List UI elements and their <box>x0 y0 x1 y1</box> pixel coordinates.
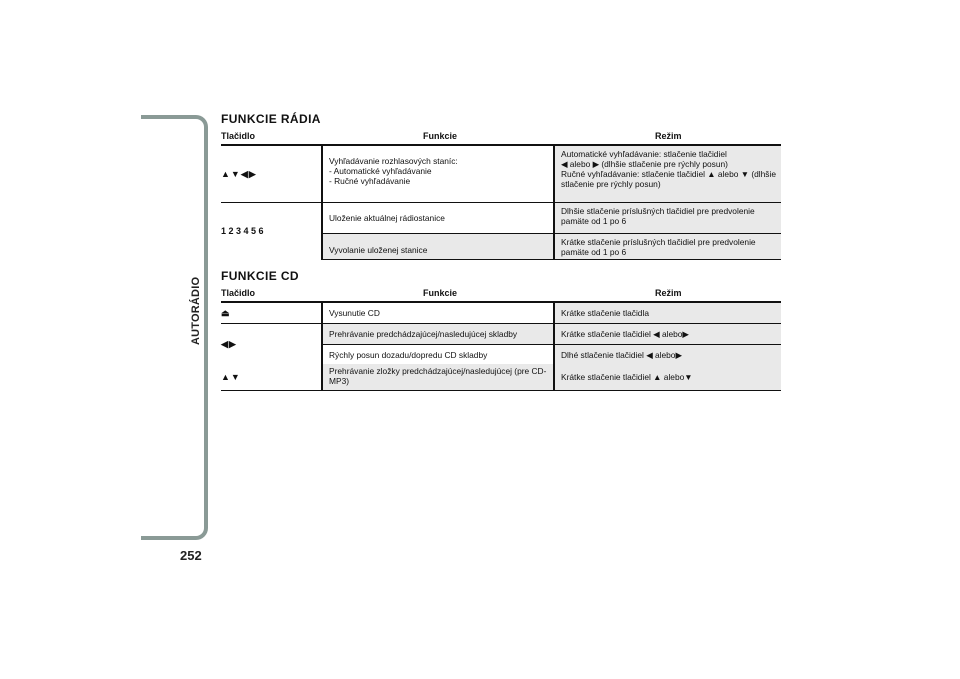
mode-text: stlačenie pre rýchly posun) <box>561 179 661 189</box>
function-text: - Automatické vyhľadávanie <box>329 166 432 176</box>
mode-cell <box>553 203 781 233</box>
eject-icon: ⏏ <box>221 308 231 318</box>
mode-text: Krátke stlačenie tlačidiel ◀ alebo▶ <box>553 324 781 344</box>
header-mode: Režim <box>655 288 682 298</box>
mode-text: Krátke stlačenie príslušných tlačidiel pre predvolenie <box>561 237 756 247</box>
mode-text: pamäte od 1 po 6 <box>561 247 627 257</box>
mode-cell <box>553 234 781 259</box>
mode-text: Krátke stlačenie tlačidiel ▲ alebo▼ <box>553 364 781 390</box>
mode-text: Automatické vyhľadávanie: stlačenie tlačidiel <box>561 149 727 159</box>
mode-cell <box>553 146 781 202</box>
cd-table-header <box>221 284 781 303</box>
header-button: Tlačidlo <box>221 131 256 141</box>
function-text: Vyvolanie uloženej stanice <box>321 234 553 259</box>
function-text: MP3) <box>329 376 350 386</box>
table-row <box>221 303 781 324</box>
cd-section-title: FUNKCIE CD <box>221 269 299 283</box>
function-text: Vyhľadávanie rozhlasových staníc: <box>329 156 458 166</box>
mode-text: Krátke stlačenie tlačidla <box>553 303 781 323</box>
header-function: Funkcie <box>423 288 458 298</box>
header-button: Tlačidlo <box>221 288 256 298</box>
mode-text: Dlhé stlačenie tlačidiel ◀ alebo▶ <box>553 345 781 364</box>
function-text: Vysunutie CD <box>321 303 553 323</box>
mode-text: Dlhšie stlačenie príslušných tlačidiel pre predvolenie <box>561 206 755 216</box>
arrow-buttons-icon: ▲▼◀▶ <box>221 169 257 179</box>
table-row <box>321 234 781 260</box>
function-text: - Ručné vyhľadávanie <box>329 176 411 186</box>
radio-section-title: FUNKCIE RÁDIA <box>221 112 321 126</box>
function-text: Prehrávanie predchádzajúcej/nasledujúcej skladby <box>321 324 553 344</box>
mode-text: pamäte od 1 po 6 <box>561 216 627 226</box>
radio-table-header <box>221 127 781 146</box>
mode-text: Ručné vyhľadávanie: stlačenie tlačidiel ▲ alebo ▼ (dlhšie <box>561 169 777 179</box>
table-row <box>321 203 781 234</box>
table-row <box>221 146 781 203</box>
function-text: Prehrávanie zložky predchádzajúcej/nasledujúcej (pre CD- <box>329 366 547 376</box>
table-row <box>221 364 781 391</box>
table-row <box>321 324 781 345</box>
cd-table <box>221 284 781 391</box>
header-mode: Režim <box>655 131 682 141</box>
function-text: Rýchly posun dozadu/dopredu CD skladby <box>321 345 553 364</box>
preset-group <box>221 203 781 259</box>
function-cell <box>321 364 553 390</box>
table-row <box>321 345 781 365</box>
up-down-arrows-icon: ▲▼ <box>221 372 241 382</box>
page-number: 252 <box>180 548 202 563</box>
chapter-label: AUTORÁDIO <box>190 276 202 345</box>
function-cell <box>321 146 553 202</box>
radio-table <box>221 127 781 259</box>
preset-buttons: 1 2 3 4 5 6 <box>221 226 264 236</box>
track-group <box>221 324 781 364</box>
function-text: Uloženie aktuálnej rádiostanice <box>321 203 553 233</box>
header-function: Funkcie <box>423 131 458 141</box>
left-right-arrows-icon: ◀▶ <box>221 339 237 349</box>
mode-text: ◀ alebo ▶ (dlhšie stlačenie pre rýchly posun) <box>561 159 728 169</box>
